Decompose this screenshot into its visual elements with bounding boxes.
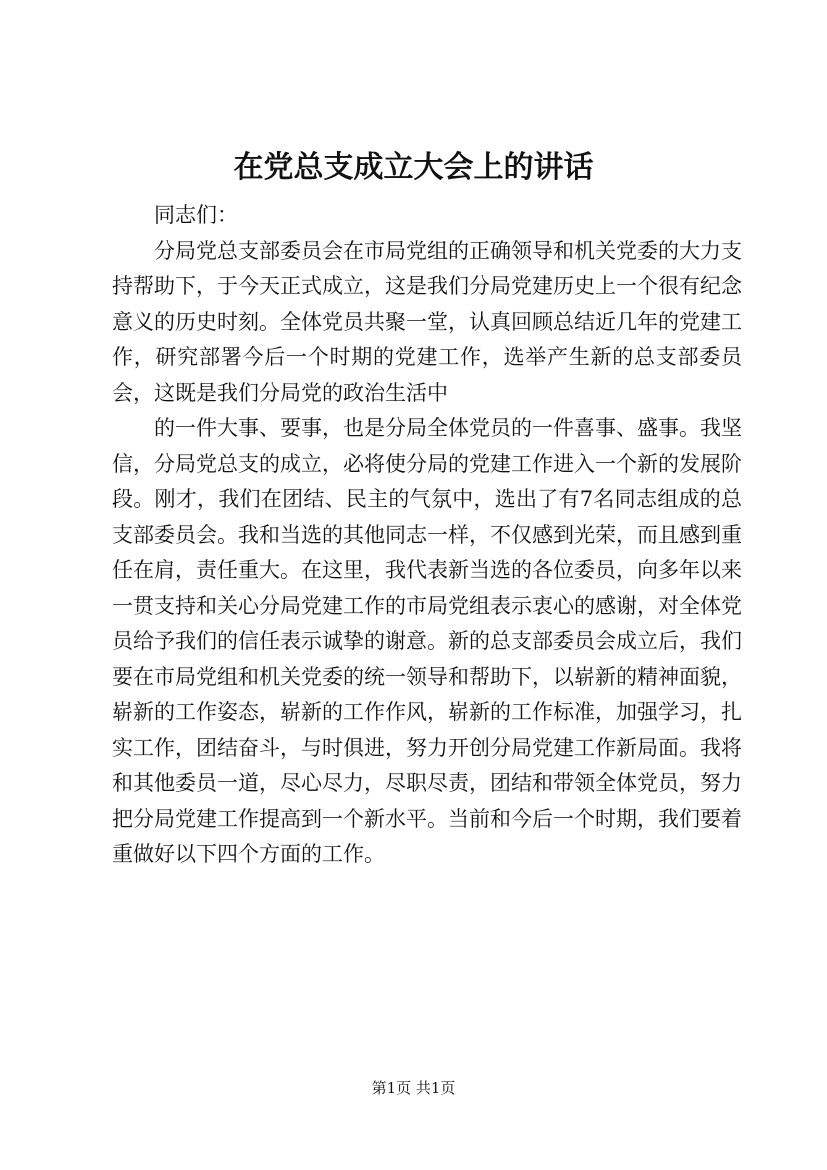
paragraph-2: 的一件大事、要事，也是分局全体党员的一件喜事、盛事。我坚信，分局党总支的成立，必将使分局的党建工作进入一个新的发展阶段。刚才，我们在团结、民主的气氛中，选出了有7名同志组成的总支部委员会。我和当选的其他同志一样，不仅感到光荣，而且感到重任在肩，责任重大。在这里，我代表新当选的各位委员，向多年以来一贯支持和关心分局党建工作的市局党组表示衷心的感谢，对全体党员给予我们的信任表示诚挚的谢意。新的总支部委员会成立后，我们要在市局党组和机关党委的统一领导和帮助下，以崭新的精神面貌，崭新的工作姿态，崭新的工作作风，崭新的工作标准，加强学习，扎实工作，团结奋斗，与时俱进，努力开创分局党建工作新局面。我将和其他委员一道，尽心尽力，尽职尽责，团结和带领全体党员，努力把分局党建工作提高到一个新水平。当前和今后一个时期，我们要着重做好以下四个方面的工作。 [112,416,742,866]
document-body [112,198,742,873]
paragraph-1: 分局党总支部委员会在市局党组的正确领导和机关党委的大力支持帮助下，于今天正式成立，这是我们分局党建历史上一个很有纪念意义的历史时刻。全体党员共聚一堂，认真回顾总结近几年的党建工作，研究部署今后一个时期的党建工作，选举产生新的总支部委员会，这既是我们分局党的政治生活中 [112,238,742,405]
page-footer: 第1页 共1页 [371,1079,456,1097]
greeting: 同志们： [154,203,238,227]
document-title: 在党总支成立大会上的讲话 [233,150,594,185]
